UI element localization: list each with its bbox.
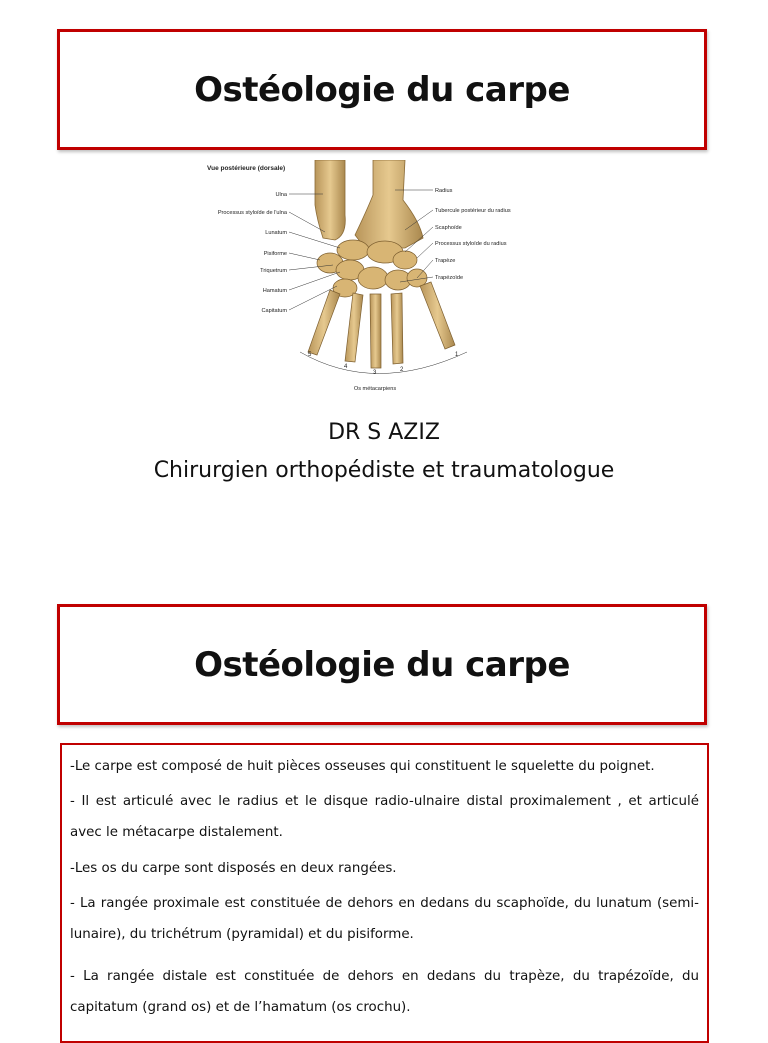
author-role: Chirurgien orthopédiste et traumatologue	[153, 458, 615, 483]
digit-2: 2	[400, 367, 404, 373]
label-ulna: Ulna	[275, 192, 287, 198]
content-paragraph: - Il est articulé avec le radius et le disque radio-ulnaire distal proximalement , et articulé avec le métacarpe distalement.	[70, 794, 699, 840]
label-radius-styloid: Processus styloïde du radius	[435, 241, 507, 247]
carpal-bones	[317, 240, 427, 297]
wrist-anatomy-figure	[205, 160, 535, 396]
content-paragraph: - La rangée distale est constituée de dehors en dedans du trapèze, du trapézoïde, du capitatum (grand os) et de l’hamatum (os crochu).	[70, 969, 699, 1015]
radius-bone	[355, 160, 423, 248]
digit-1: 1	[455, 352, 459, 358]
content-paragraph: -Le carpe est composé de huit pièces osseuses qui constituent le squelette du poignet.	[70, 759, 655, 774]
label-lunatum: Lunatum	[265, 230, 287, 236]
label-triquetrum: Triquetrum	[260, 268, 287, 274]
figure-view-label: Vue postérieure (dorsale)	[207, 165, 286, 172]
ulna-bone	[315, 160, 345, 240]
slide2-title-box	[57, 604, 707, 725]
slide2-title: Ostéologie du carpe	[194, 644, 570, 685]
digit-4: 4	[344, 364, 348, 370]
label-ulna-styloid: Processus styloïde de l'ulna	[217, 210, 287, 216]
label-trapezoide: Trapézoïde	[435, 275, 464, 281]
label-capitatum: Capitatum	[261, 308, 287, 314]
digit-3: 3	[373, 370, 377, 376]
label-radius-tubercle: Tubercule postérieur du radius	[435, 208, 511, 214]
label-pisiforme: Pisiforme	[263, 251, 287, 257]
label-metacarpals: Os métacarpiens	[353, 386, 397, 392]
content-paragraph: -Les os du carpe sont disposés en deux rangées.	[70, 861, 397, 876]
slide1-title-box	[57, 29, 707, 150]
slide2-content-box	[60, 743, 709, 1043]
metacarpal-bones	[308, 282, 455, 368]
digit-5: 5	[308, 352, 312, 358]
content-paragraph: - La rangée proximale est constituée de dehors en dedans du scaphoïde, du lunatum (semi-lunaire), du trichétrum (pyramidal) et du pisiforme.	[70, 896, 699, 942]
label-scaphoide: Scaphoïde	[435, 225, 462, 231]
slide1-title: Ostéologie du carpe	[194, 69, 570, 110]
label-hamatum: Hamatum	[262, 288, 287, 294]
label-radius: Radius	[435, 188, 453, 194]
label-trapeze: Trapèze	[435, 258, 456, 264]
author-name: DR S AZIZ	[328, 420, 440, 445]
